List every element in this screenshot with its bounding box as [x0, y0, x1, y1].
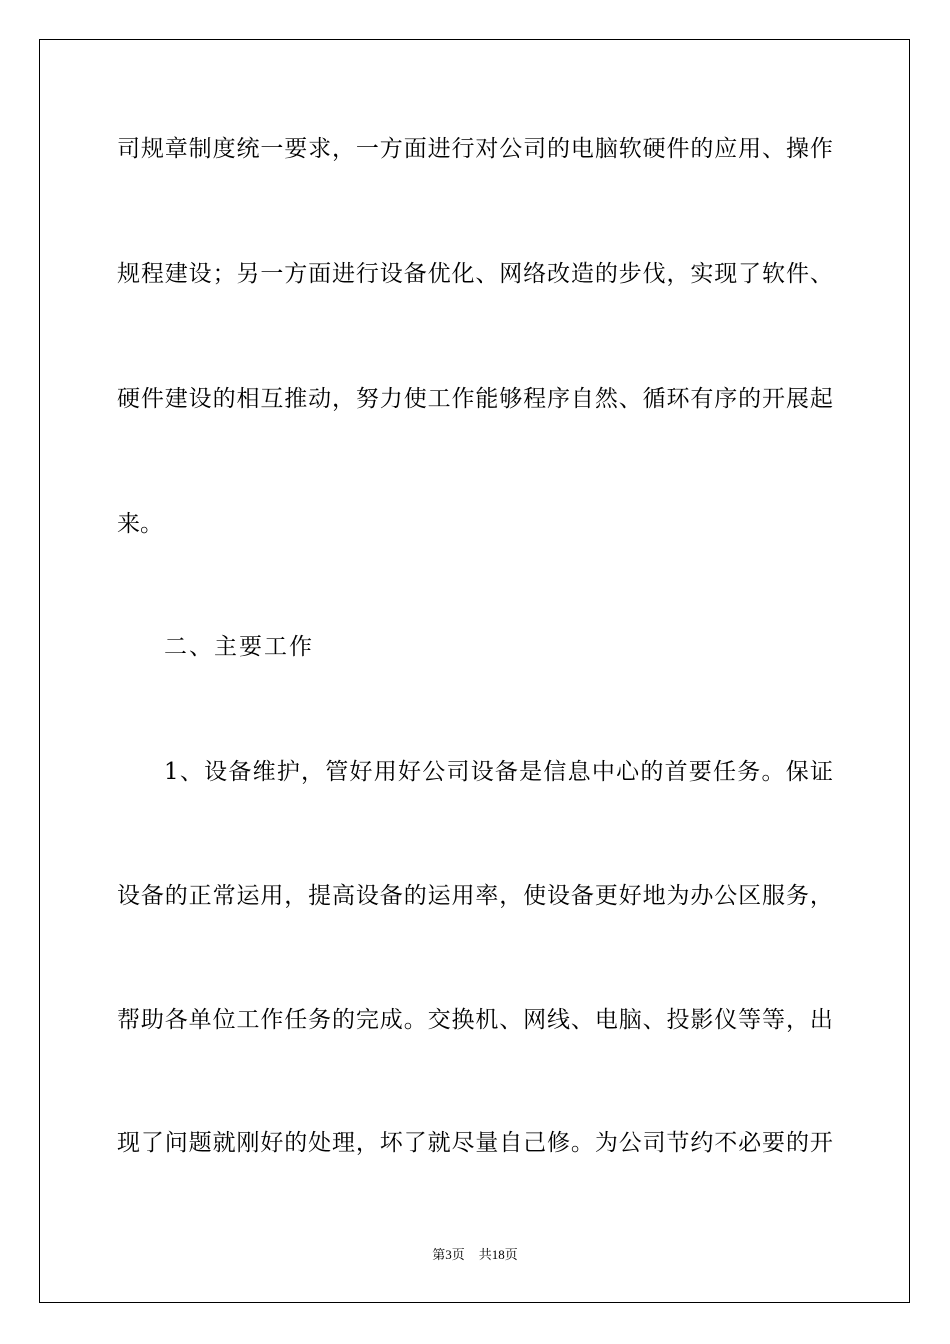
- paragraph-line: 来。: [117, 511, 163, 537]
- page-border: [39, 39, 910, 1303]
- paragraph-line: 帮 助 各 单 位 工 作 任 务 的 完 成 。 交 换 机 、 网 线 、 电 脑 、 投 影 仪 等 等 ， 出: [117, 1007, 833, 1033]
- section-heading: 二、主要工作: [164, 634, 314, 660]
- page-number-total: 共18页: [478, 1247, 518, 1262]
- paragraph-line: 司 规 章 制 度 统 一 要 求 ， 一 方 面 进 行 对 公 司 的 电 脑 软 硬 件 的 应 用 、 操 作: [117, 136, 833, 162]
- paragraph-line: 1 、 设 备 维 护 ， 管 好 用 好 公 司 设 备 是 信 息 中 心 的 首 要 任 务 。 保 证: [164, 759, 833, 785]
- paragraph-line: 设 备 的 正 常 运 用 ， 提 高 设 备 的 运 用 率 ， 使 设 备 更 好 地 为 办 公 区 服 务 ，: [117, 883, 833, 909]
- paragraph-line: 硬 件 建 设 的 相 互 推 动 ， 努 力 使 工 作 能 够 程 序 自 然 、 循 环 有 序 的 开 展 起: [117, 386, 833, 412]
- page-footer: [0, 1246, 950, 1264]
- page-number-current: 第3页: [432, 1247, 465, 1262]
- paragraph-line: 规 程 建 设 ； 另 一 方 面 进 行 设 备 优 化 、 网 络 改 造 的 步 伐 ， 实 现 了 软 件 、: [117, 261, 833, 287]
- paragraph-line: 现 了 问 题 就 刚 好 的 处 理 ， 坏 了 就 尽 量 自 己 修 。 为 公 司 节 约 不 必 要 的 开: [117, 1130, 833, 1156]
